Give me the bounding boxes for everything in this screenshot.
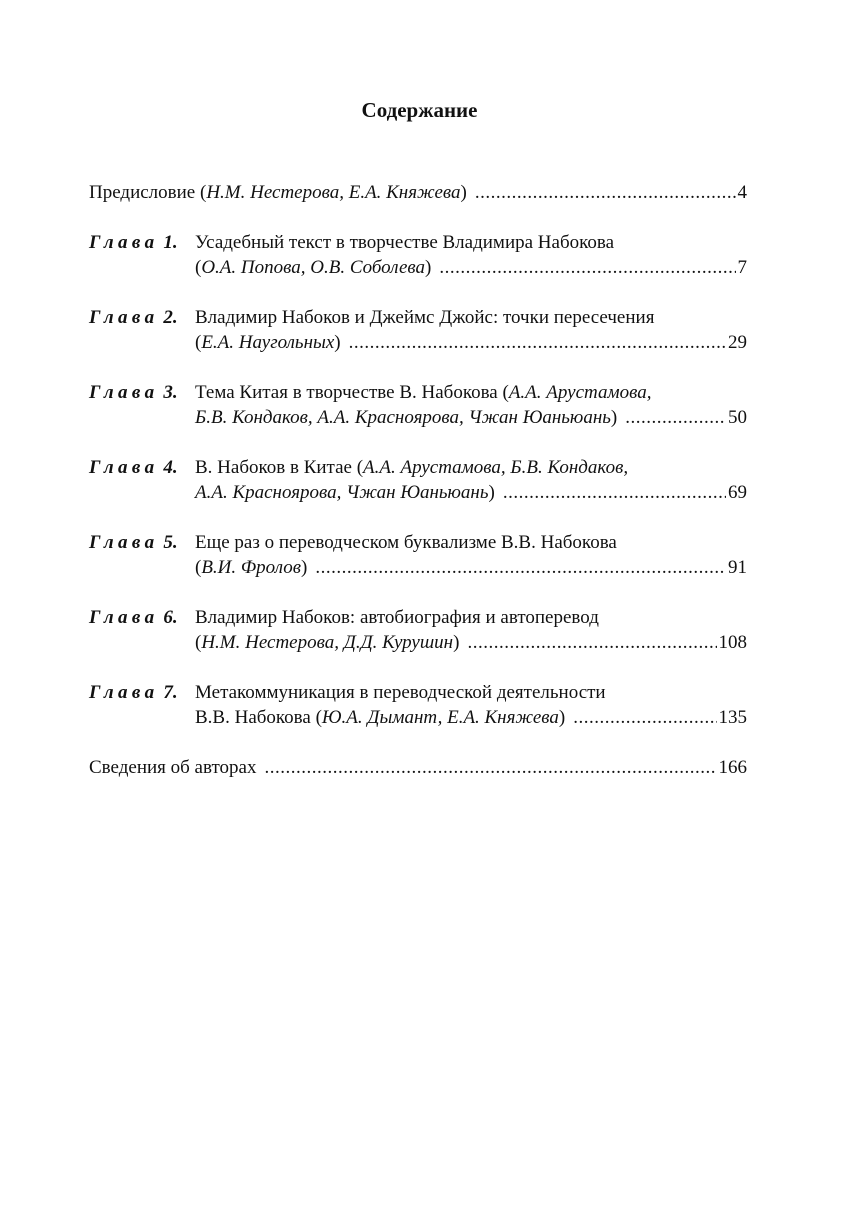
toc-entry-line	[195, 632, 747, 654]
paren-open: (	[195, 632, 202, 653]
paren-close: )	[453, 632, 460, 653]
dot-leader	[625, 407, 726, 429]
chapter-label	[89, 382, 178, 404]
chapter-word: Глава	[89, 382, 159, 403]
chapter-authors: Б.В. Кондаков, А.А. Красноярова, Чжан Юаньюань	[195, 407, 611, 428]
paren-close: )	[460, 182, 467, 203]
dot-leader	[264, 757, 716, 779]
paren-close: )	[558, 707, 566, 728]
page-number: 166	[718, 757, 747, 778]
toc-entry-line	[195, 257, 747, 279]
toc-entry-line	[195, 482, 747, 504]
page-number: 50	[728, 407, 747, 428]
chapter-word: Глава	[89, 607, 159, 628]
entry-text	[195, 707, 565, 729]
chapter-label	[89, 532, 178, 554]
entry-text	[195, 332, 341, 354]
paren-close: )	[334, 332, 341, 353]
toc-entry-authors-info	[89, 757, 747, 779]
chapter-authors: А.А. Арустамова, Б.В. Кондаков,	[363, 457, 629, 478]
chapter-label	[89, 607, 178, 629]
page-number: 108	[718, 632, 747, 653]
dot-leader	[315, 557, 726, 579]
paren-close: )	[300, 557, 308, 578]
toc-entry-line	[195, 707, 747, 729]
chapter-label	[89, 232, 178, 254]
page-number: 91	[728, 557, 747, 578]
dot-leader	[503, 482, 726, 504]
entry-text	[195, 407, 617, 429]
chapter-title-text: Тема Китая в творчестве В. Набокова (	[195, 382, 509, 403]
chapter-number: 3.	[163, 382, 178, 403]
chapter-number: 1.	[163, 232, 178, 253]
page-number: 69	[728, 482, 747, 503]
chapter-label	[89, 682, 178, 704]
chapter-title	[195, 457, 628, 479]
chapter-number: 7.	[163, 682, 178, 703]
page-number: 4	[737, 182, 747, 203]
page-number: 7	[737, 257, 747, 278]
paren-close: )	[610, 407, 618, 428]
chapter-word: Глава	[89, 457, 159, 478]
chapter-authors: А.А. Красноярова, Чжан Юаньюань	[195, 482, 489, 503]
entry-text	[195, 557, 307, 579]
paren-open: (	[195, 257, 202, 278]
chapter-word: Глава	[89, 532, 159, 553]
chapter-word: Глава	[89, 232, 159, 253]
chapter-authors: О.А. Попова, О.В. Соболева	[201, 257, 426, 278]
paren-close: )	[425, 257, 432, 278]
dot-leader	[439, 257, 735, 279]
chapter-title	[195, 382, 651, 404]
chapter-authors: А.А. Арустамова,	[508, 382, 652, 403]
chapter-title-text: В. Набоков в Китае (	[195, 457, 364, 478]
paren-open: (	[195, 332, 202, 353]
chapter-title: Еще раз о переводческом буквализме В.В. Набокова	[195, 532, 617, 553]
toc-entry-preface	[89, 182, 747, 204]
chapter-title: Усадебный текст в творчестве Владимира Набокова	[195, 232, 615, 253]
chapter-title: Владимир Набоков и Джеймс Джойс: точки пересечения	[195, 307, 655, 328]
preface-authors: Н.М. Нестерова, Е.А. Княжева	[206, 182, 461, 203]
toc-entry-line	[195, 407, 747, 429]
dot-leader	[467, 632, 716, 654]
chapter-word: Глава	[89, 682, 159, 703]
chapter-authors: Н.М. Нестерова, Д.Д. Курушин	[201, 632, 454, 653]
chapter-title-text: В.В. Набокова (	[195, 707, 322, 728]
entry-text	[195, 632, 459, 654]
chapter-authors: В.И. Фролов	[201, 557, 301, 578]
page-title: Содержание	[361, 98, 478, 122]
chapter-authors: Е.А. Наугольных	[201, 332, 335, 353]
toc-entry-line	[195, 332, 747, 354]
chapter-label	[89, 307, 178, 329]
entry-text	[89, 182, 467, 204]
paren-close: )	[488, 482, 495, 503]
chapter-number: 6.	[163, 607, 178, 628]
page-number: 135	[718, 707, 747, 728]
chapter-number: 2.	[163, 307, 178, 328]
chapter-label	[89, 457, 178, 479]
chapter-number: 5.	[163, 532, 178, 553]
chapter-word: Глава	[89, 307, 159, 328]
entry-text	[195, 482, 495, 504]
paren-open: (	[195, 557, 202, 578]
toc-entry-line	[195, 557, 747, 579]
entry-text	[195, 257, 431, 279]
chapter-authors: Ю.А. Дымант, Е.А. Княжева	[321, 707, 559, 728]
preface-label: Предисловие (	[89, 182, 207, 203]
entry-text: Сведения об авторах	[89, 757, 257, 778]
dot-leader	[475, 182, 736, 204]
chapter-number: 4.	[163, 457, 178, 478]
chapter-title: Владимир Набоков: автобиография и автоперевод	[195, 607, 599, 628]
dot-leader	[349, 332, 726, 354]
dot-leader	[573, 707, 716, 729]
chapter-title: Метакоммуникация в переводческой деятельности	[195, 682, 606, 703]
page-number: 29	[728, 332, 747, 353]
